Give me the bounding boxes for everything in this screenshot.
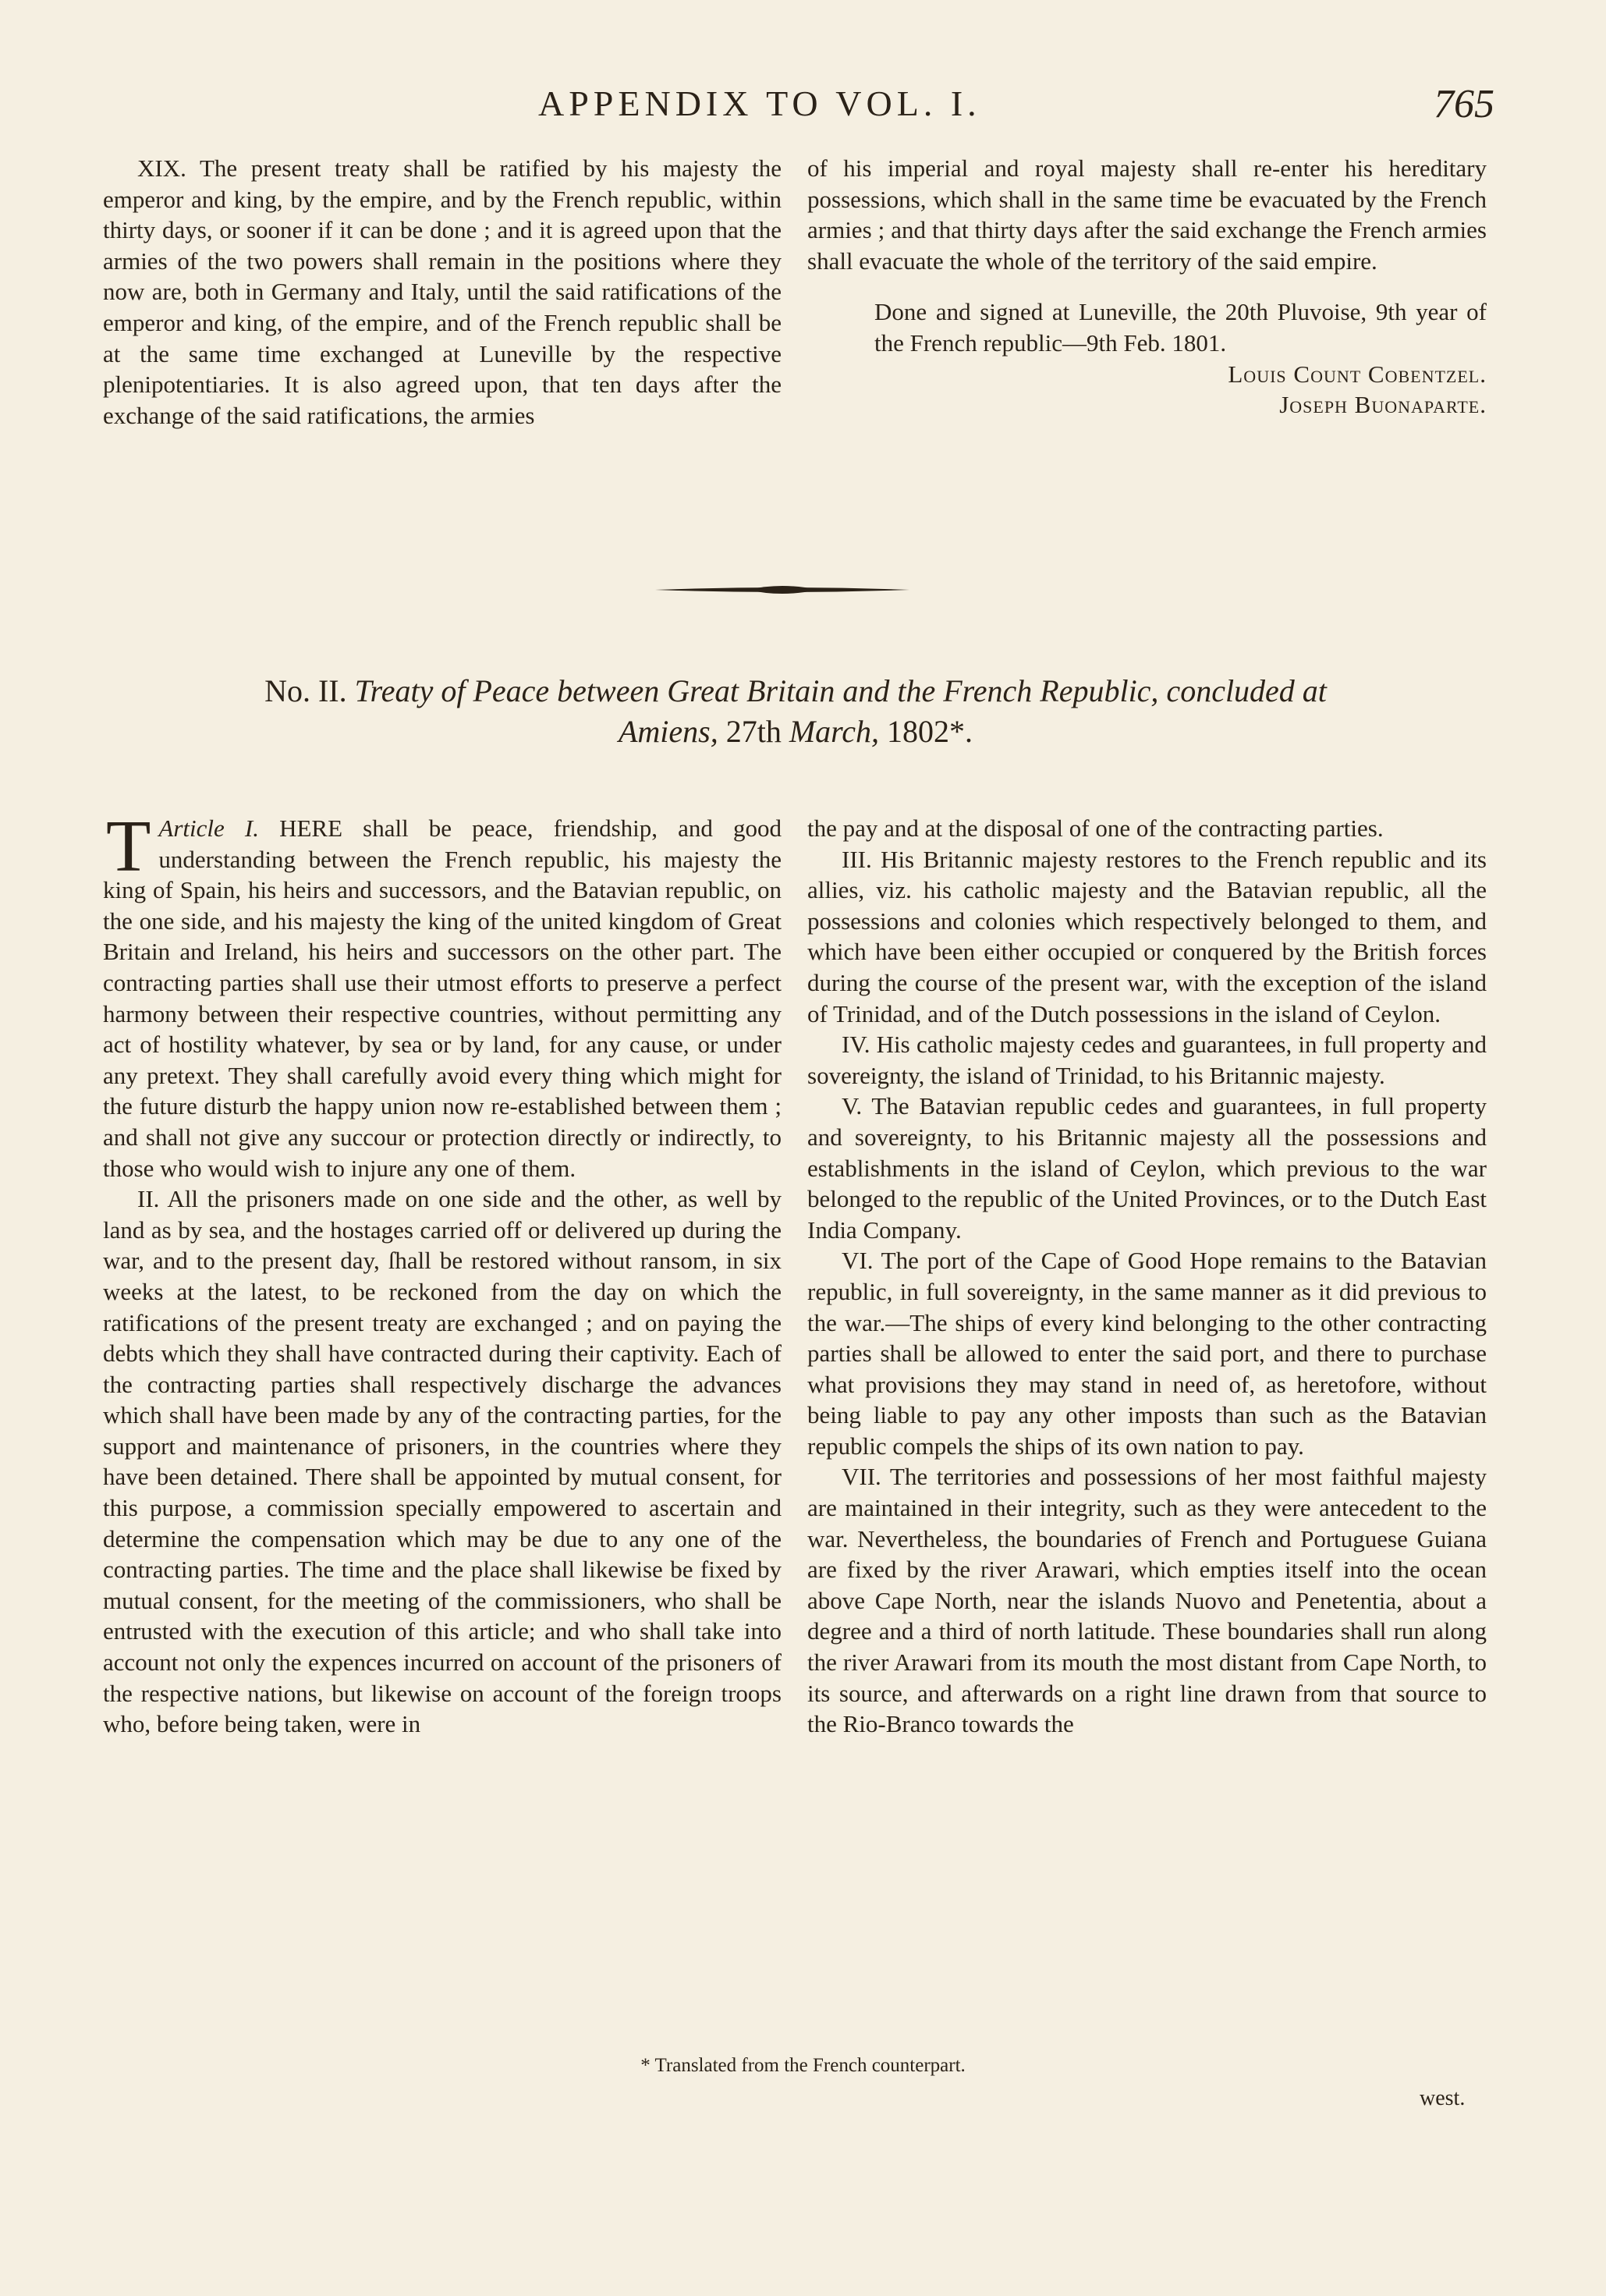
article-2-left: II. All the prisoners made on one side and the other, as well by land as by sea, and the hostages carried off or delivered up during the war, and to the present day, ſhall be restored without ransom, in six weeks at the latest, to be reckoned from the day on which the ratifications of the present treaty are exchanged ; and on paying the debts which they shall have contracted during their captivity. Each of the contracting parties shall respectively discharge the advances which shall have been made by any of the contracting parties, for the support and maintenance of prisoners, in the countries where they have been detained. There shall be appointed by mutual consent, for this purpose, a commission specially empowered to ascertain and determine the compensation which may be due to any one of the contracting parties. The time and the place shall likewise be fixed by mutual consent, for the meeting of the commissioners, who shall be entrusted with the execution of this article; and who shall take into account not only the expences incurred on account of the prisoners of the respective nations, but likewise on account of the foreign troops who, before being taken, were in <box>103 1185 782 1738</box>
treaty-title-text: Treaty of Peace between Great Britain and the French Republic, concluded at <box>354 673 1327 708</box>
article-xix-left: XIX. The present treaty shall be ratified by his majesty the emperor and king, by the empire, and by the French republic, within thirty days, or sooner if it can be done ; and it is agreed upon that the armies of the two powers shall remain in the positions where they now are, both in Germany and Italy, until the said ratifications of the emperor and king, of the empire, and of the French republic shall be at the same time exchanged at Luneville by the respective plenipotentiaries. It is also agreed upon, that ten days after the exchange of the said ratifications, the armies <box>103 154 782 429</box>
article-xix-right: of his imperial and royal majesty shall re-enter his hereditary possessions, which shall in the same time be evacuated by the French armies ; and that thirty days after the said exchange the French armies shall evacuate the whole of the territory of the said empire. <box>807 154 1487 275</box>
running-head: APPENDIX TO VOL. I. <box>538 83 981 123</box>
page-number: 765 <box>1434 82 1494 126</box>
article-6: VI. The port of the Cape of Good Hope remains to the Batavian republic, in full sovereignty, in the same manner as it did previous to the war.—The ships of every kind belonging to the other contracting parties shall be allowed to enter the said port, and there to purchase what provisions they may stand in need of, as heretofore, without being liable to pay any other imposts than such as the Batavian republic compels the ships of its own nation to pay. <box>807 1247 1487 1460</box>
signatory-cobentzel: Louis Count Cobentzel. <box>1228 360 1487 388</box>
treaty-title <box>101 671 1490 752</box>
article-3: III. His Britannic majesty restores to the French republic and its allies, viz. his catholic majesty and the Batavian republic, all the possessions and colonies which respectively belonged to them, and which have been either occupied or conquered by the British forces during the course of the present war, with the exception of the island of Trinidad, and of the Dutch possessions in the island of Ceylon. <box>807 845 1487 1027</box>
previous-treaty-left-column <box>103 153 782 431</box>
signatory-buonaparte: Joseph Buonaparte. <box>1279 391 1487 419</box>
treaty-day: 27th <box>725 714 782 749</box>
treaty-place: Amiens, <box>618 714 718 749</box>
treaty-number: No. II. <box>264 673 347 708</box>
article-7: VII. The territories and possessions of her most faithful majesty are maintained in their integrity, such as they were antecedent to the war. Nevertheless, the boundaries of French and Portuguese Guiana are fixed by the river Arawari, which empties itself into the ocean above Cape North, near the islands Nuovo and Penetentia, about a degree and a third of north latitude. These boundaries shall run along the river Arawari from its mouth the most distant from Cape North, to its source, and afterwards on a right line drawn from that source to the Rio-Branco towards the <box>807 1463 1487 1738</box>
dropcap: T <box>106 806 151 887</box>
footnote: * Translated from the French counterpart. <box>640 2055 966 2076</box>
article-5: V. The Batavian republic cedes and guarantees, in full property and sovereignty, to his Britannic majesty all the possessions and establishments in the island of Ceylon, which previous to the war belonged to the republic of the United Provinces, or to the Dutch East India Company. <box>807 1092 1487 1244</box>
previous-treaty-right-column <box>807 153 1487 421</box>
signoff: Done and signed at Luneville, the 20th Pluvoise, 9th year of the French republic—9th Feb. 1801. <box>874 298 1487 357</box>
article-2-right: the pay and at the disposal of one of the contracting parties. <box>807 814 1384 842</box>
article-1 <box>103 806 782 1183</box>
treaty-month: March, <box>789 714 880 749</box>
treaty-title-line-2 <box>101 712 1490 752</box>
article-1-text: HERE shall be peace, friendship, and good understanding between the French republic, his majesty the king of Spain, his heirs and successors, and the Batavian republic, on the one side, and his majesty the king of the united kingdom of Great Britain and Ireland, his heirs and successors on the other part. The contracting parties shall use their utmost efforts to preserve a perfect harmony between their respective countries, without permitting any act of hostility whatever, by sea or by land, for any cause, or under any pretext. They shall carefully avoid every thing which might for the future disturb the happy union now re-established between them ; and shall not give any succour or protection directly or indirectly, to those who would wish to injure any one of them. <box>103 814 782 1182</box>
treaty-left-column <box>103 806 782 1740</box>
treaty-title-line-1 <box>101 671 1490 712</box>
catchword: west. <box>1420 2086 1466 2110</box>
rule-ornament-icon <box>654 580 911 599</box>
article-4: IV. His catholic majesty cedes and guarantees, in full property and sovereignty, the island of Trinidad, to his Britannic majesty. <box>807 1031 1487 1089</box>
article-label: Article I. <box>158 814 259 842</box>
treaty-right-column <box>807 813 1487 1740</box>
treaty-year: 1802*. <box>887 714 973 749</box>
